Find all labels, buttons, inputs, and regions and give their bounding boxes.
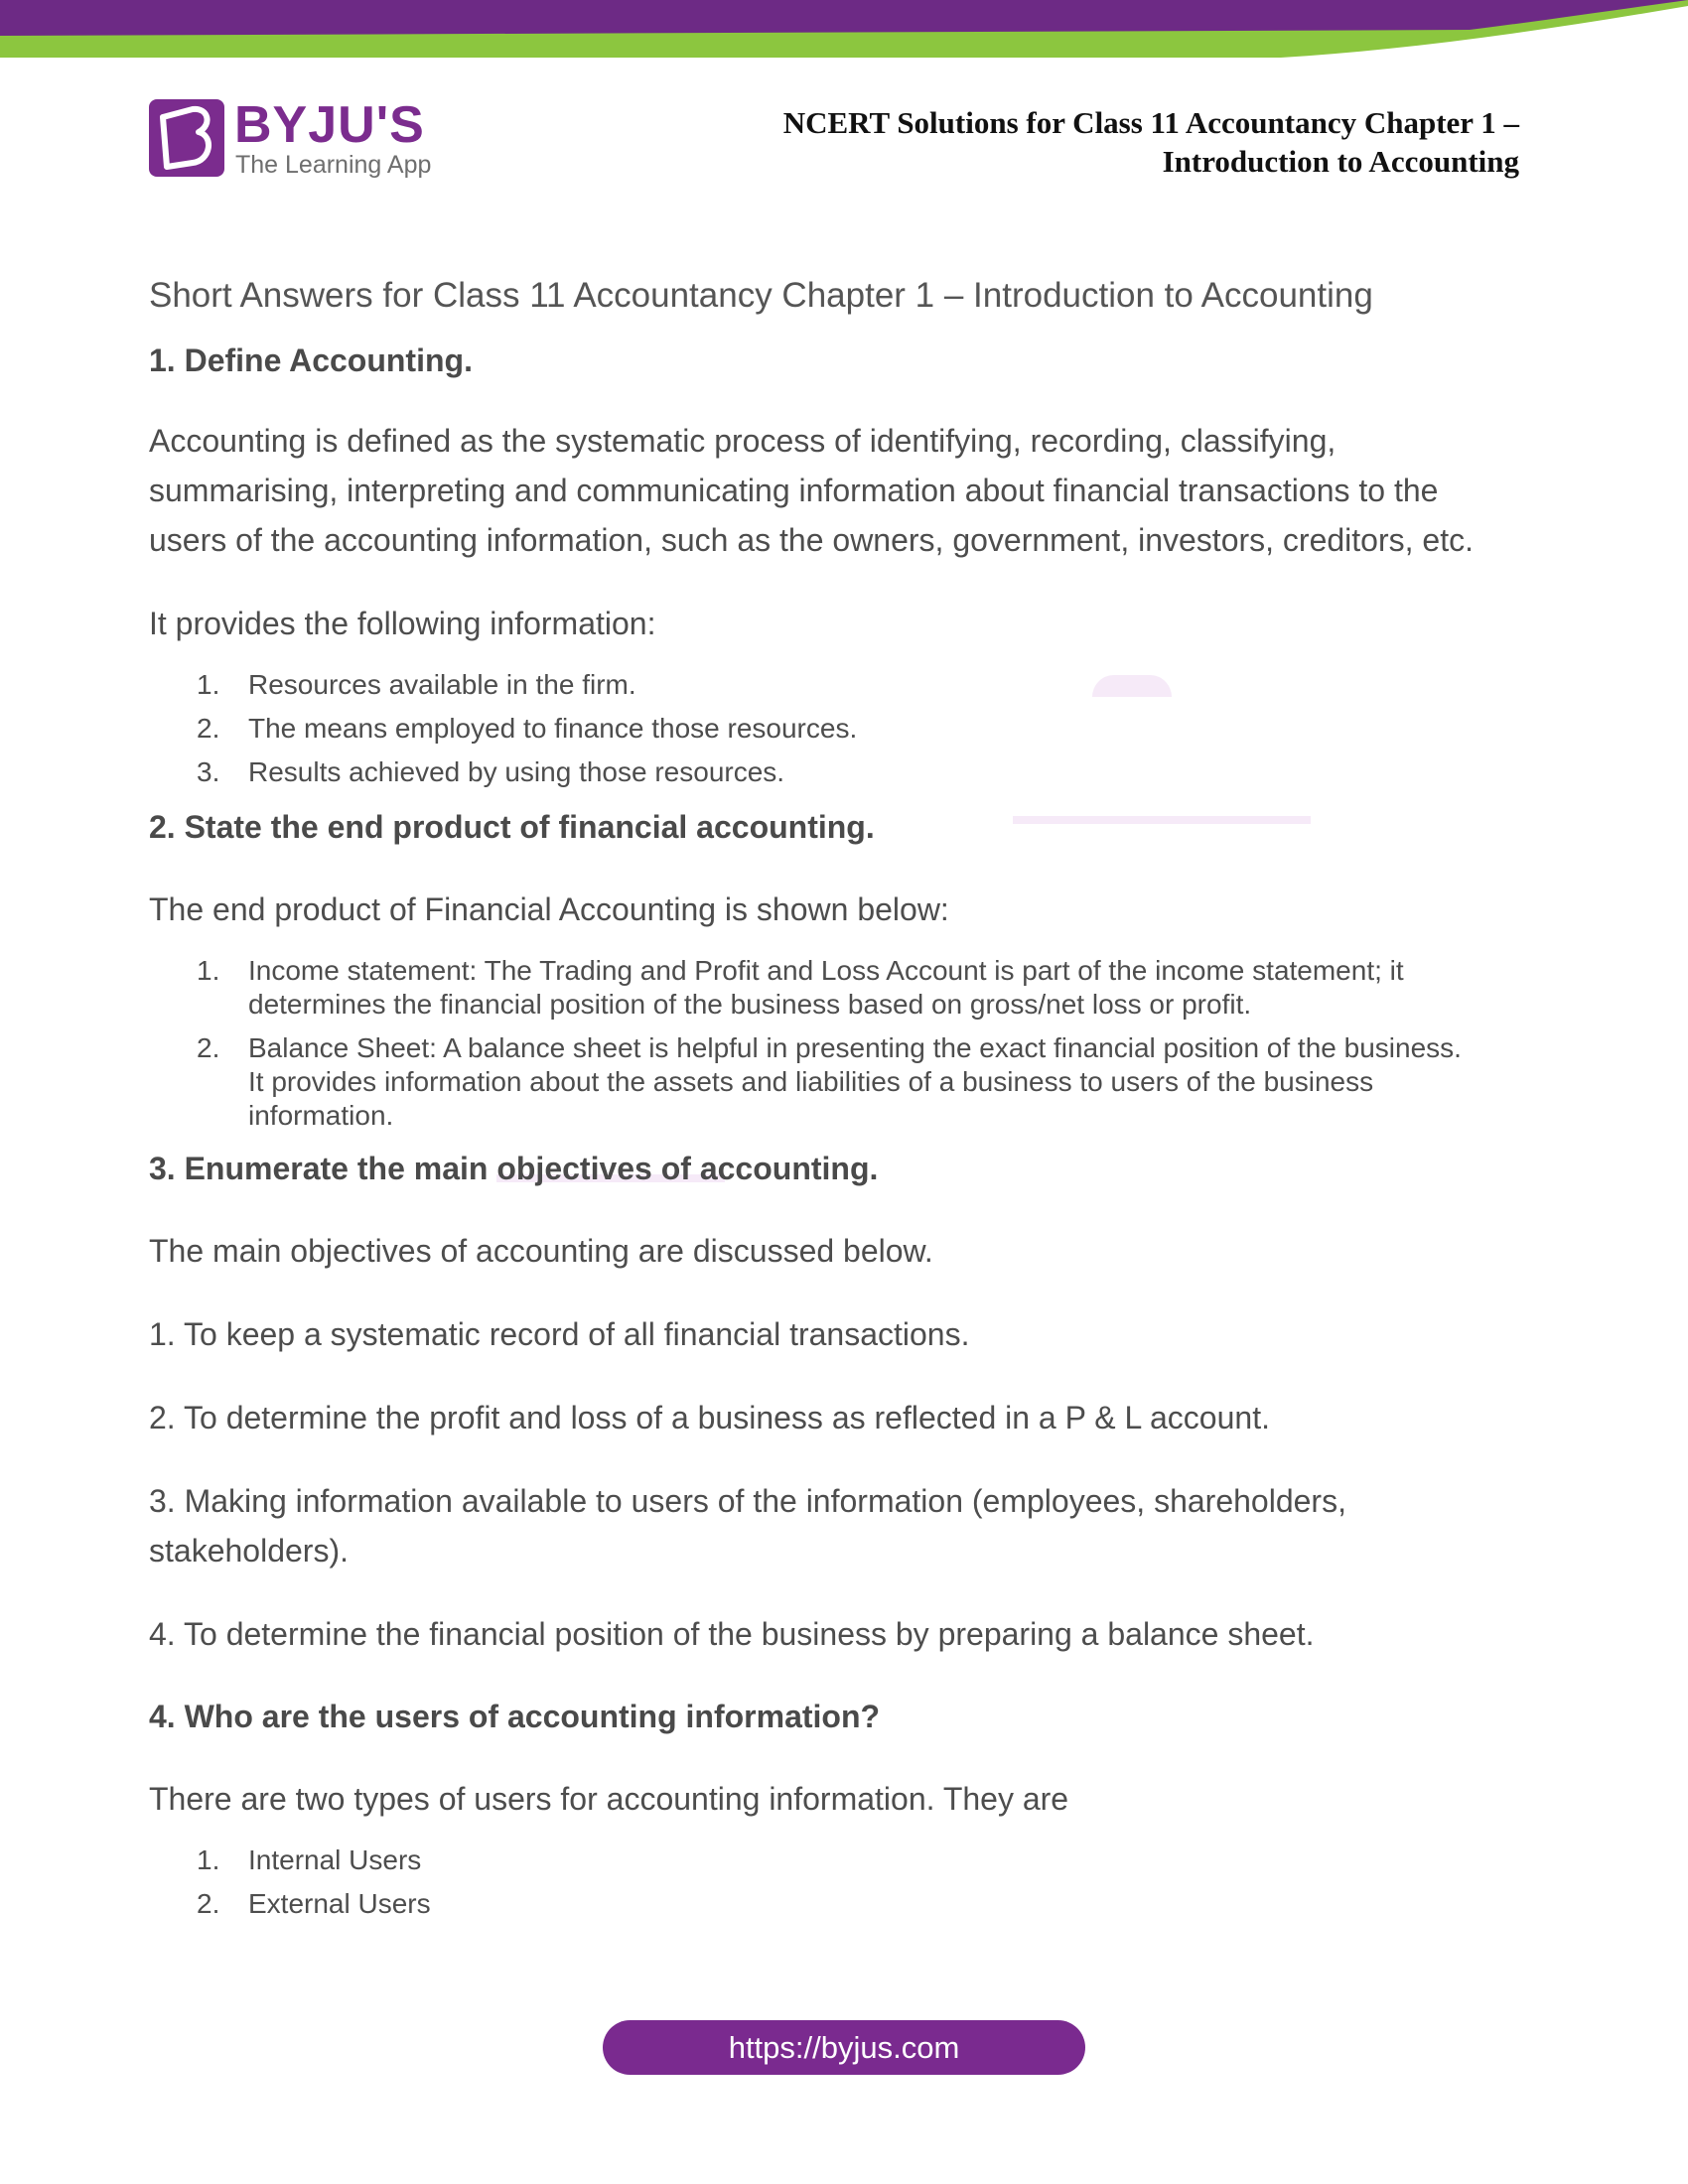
list-item [149,755,1539,789]
brand-tagline: The Learning App [235,151,432,179]
list-text: The means employed to finance those resources. [248,713,858,744]
text-line: users of the accounting information, such as the owners, government, investors, creditors, etc. [149,522,1474,558]
question-2-list [149,954,1539,1133]
section-subtitle: Short Answers for Class 11 Accountancy Chapter 1 – Introduction to Accounting [149,276,1373,315]
list-text: determines the financial position of the business based on gross/net loss or profit. [248,989,1252,1020]
objective-1: 1. To keep a systematic record of all financial transactions. [149,1316,970,1352]
list-number: 1. [197,669,220,700]
text-line: Accounting is defined as the systematic process of identifying, recording, classifying, [149,423,1336,459]
list-text: It provides information about the assets and liabilities of a business to users of the business [248,1066,1374,1097]
question-1-list [149,668,1539,789]
list-number: 2. [197,1888,220,1919]
list-item [149,668,1539,702]
objective-2: 2. To determine the profit and loss of a business as reflected in a P & L account. [149,1400,1270,1435]
question-3-intro: The main objectives of accounting are discussed below. [149,1233,933,1269]
text-line: stakeholders). [149,1533,349,1569]
list-item [149,1843,1539,1877]
question-1-title: 1. Define Accounting. [149,342,473,378]
list-text: Internal Users [248,1844,422,1875]
top-decorative-band [0,0,1688,60]
list-text: External Users [248,1888,431,1919]
byjus-logo-mark [149,99,224,177]
question-2-intro: The end product of Financial Accounting is shown below: [149,891,949,927]
question-1-intro: It provides the following information: [149,606,656,641]
list-item [149,712,1539,746]
list-item [149,1031,1539,1133]
question-1-definition [149,416,1539,565]
list-number: 1. [197,1844,220,1875]
header-line-1: NCERT Solutions for Class 11 Accountancy Chapter 1 – [782,105,1519,140]
list-text: Results achieved by using those resources. [248,756,785,787]
question-4-title: 4. Who are the users of accounting information? [149,1699,881,1734]
list-text: information. [248,1100,394,1131]
question-3-title: 3. Enumerate the main objectives of accounting. [149,1151,879,1186]
document-header [626,103,1519,181]
list-item [149,954,1539,1022]
header-line-2: Introduction to Accounting [1162,144,1519,179]
text-line: summarising, interpreting and communicating information about financial transactions to the [149,473,1439,508]
website-link[interactable]: https://byjus.com [603,2020,1085,2075]
text-line: 3. Making information available to users of the information (employees, shareholders, [149,1483,1346,1519]
list-text: Income statement: The Trading and Profit and Loss Account is part of the income statement; it [248,955,1404,986]
question-4-intro: There are two types of users for accounting information. They are [149,1781,1069,1817]
list-number: 1. [197,955,220,986]
document-body [149,273,1539,1921]
list-item [149,1887,1539,1921]
list-number: 3. [197,756,220,787]
list-text: Resources available in the firm. [248,669,636,700]
byjus-logo [149,97,447,179]
question-2-title: 2. State the end product of financial accounting. [149,809,875,845]
list-number: 2. [197,1032,220,1063]
list-text: Balance Sheet: A balance sheet is helpful in presenting the exact financial position of the business. [248,1032,1462,1063]
objective-4: 4. To determine the financial position of the business by preparing a balance sheet. [149,1616,1315,1652]
list-number: 2. [197,713,220,744]
question-4-list [149,1843,1539,1921]
brand-name: BYJU'S [234,96,425,154]
objective-3 [149,1476,1539,1575]
